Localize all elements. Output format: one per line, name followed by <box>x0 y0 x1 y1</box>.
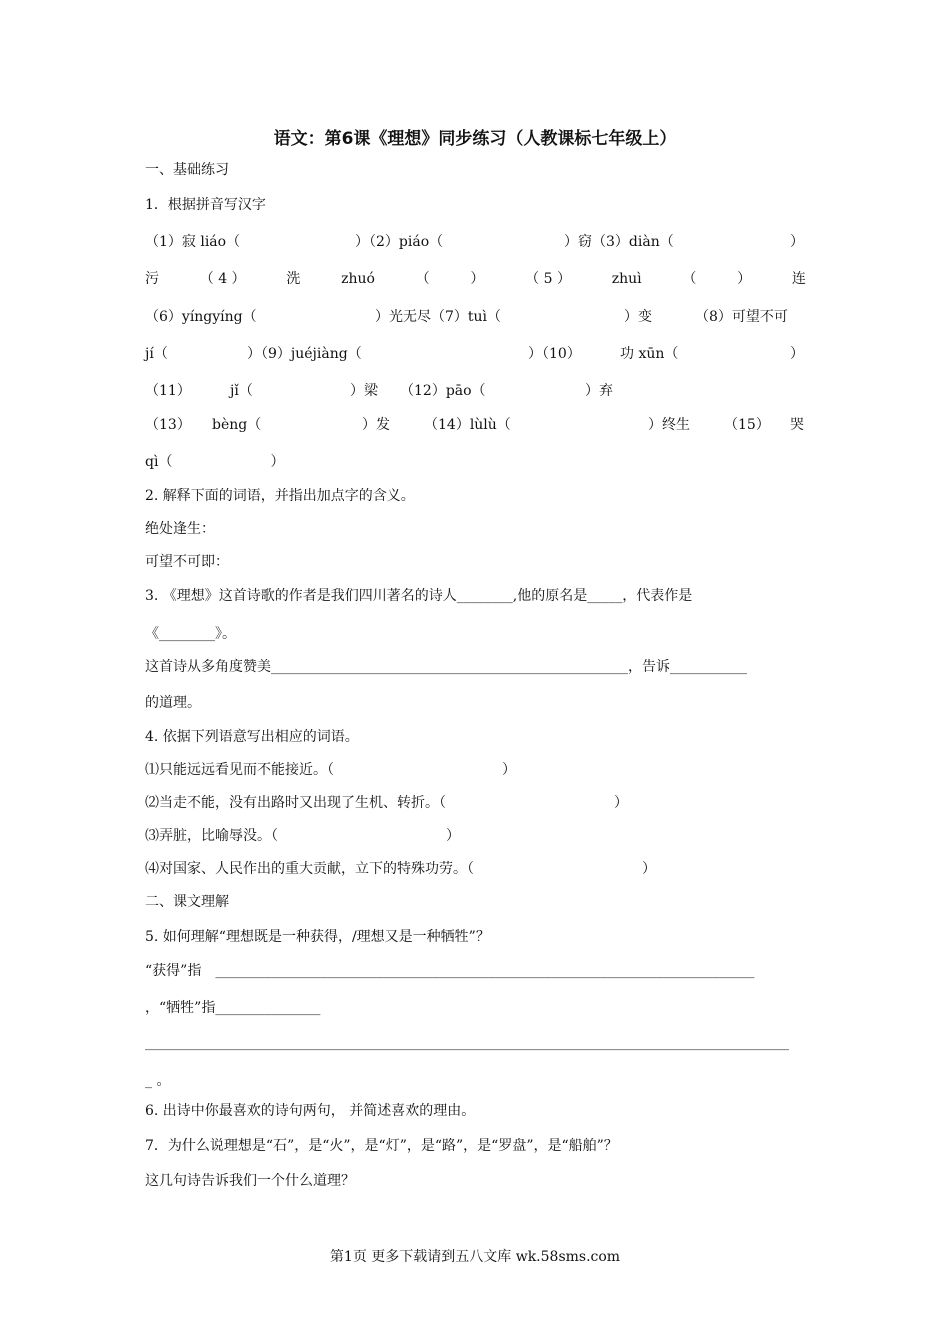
q1-row6-a: （13） <box>145 417 191 433</box>
q1-row3-d: （8）可望不可 <box>695 309 788 325</box>
q1-row6-e: ）终生 <box>648 417 690 433</box>
q1-row1-b: ）（2）piáo（ <box>355 234 444 250</box>
q1-row1-c: ）窃（3）diàn（ <box>564 234 674 250</box>
q1-row3-b: ）光无尽（7）tuì（ <box>375 309 502 325</box>
q1-row2-item: （ <box>682 271 697 287</box>
q3-line-1: 3. 《理想》这首诗歌的作者是我们四川著名的诗人________,他的原名是_____，代表作是 <box>145 588 693 604</box>
q2-item-1: 绝处逢生： <box>145 521 215 537</box>
q1-row4-d: 功 xūn（ <box>620 346 679 362</box>
q5-line-1: “获得”指 _____________________________________________________________________________ <box>145 963 755 979</box>
q7-line-1: 7．为什么说理想是“石”，是“火”，是“灯”，是“路”，是“罗盘”，是“船舶”？ <box>145 1138 618 1154</box>
q1-row5-c: ）梁 <box>350 383 378 399</box>
q5-line-2: ，“牺牲”指_______________ <box>145 1000 321 1016</box>
question-1-heading: 1．根据拼音写汉字 <box>145 197 266 213</box>
q1-row2-item: 洗 <box>286 271 301 287</box>
q1-row7: qì（ ） <box>145 454 285 470</box>
q3-line-3: 这首诗从多角度赞美___________________________________________________，告诉___________ <box>145 659 747 675</box>
q4-item-3: ⑶弄脏，比喻辱没。（ ） <box>145 828 460 844</box>
q1-row6-f: （15） <box>724 417 770 433</box>
q1-row4-e: ） <box>790 346 804 362</box>
q1-row6-c: ）发 <box>362 417 390 433</box>
section-text-comprehension: 二、课文理解 <box>145 894 229 910</box>
q1-row1-d: ） <box>790 234 804 250</box>
q2-item-2: 可望不可即： <box>145 554 229 570</box>
q4-item-1: ⑴只能远远看见而不能接近。（ ） <box>145 762 516 778</box>
question-5-heading: 5. 如何理解“理想既是一种获得，/理想又是一种牺牲”？ <box>145 929 490 945</box>
q1-row2-item: zhuó <box>341 271 375 287</box>
q1-row5-b: jǐ（ <box>230 383 253 399</box>
q1-row2-item: 连 <box>791 271 806 287</box>
q1-row2-item: （ 5 ） <box>525 271 571 287</box>
page-title: 语文：第6课《理想》同步练习（人教课标七年级上） <box>273 129 677 149</box>
q1-row2-item: ） <box>737 271 752 287</box>
q1-row4-a: jí（ <box>145 346 168 362</box>
q1-row4-c: ）（10） <box>528 346 581 362</box>
q1-row5-d: （12）pāo（ <box>400 383 486 399</box>
q5-line-3: ____________________________________________________________________________________________ <box>145 1035 789 1051</box>
q1-row5-a: （11） <box>145 383 191 399</box>
q1-row2-item: 污 <box>145 271 159 287</box>
q1-row3-c: ）变 <box>624 309 652 325</box>
q4-item-4: ⑷对国家、人民作出的重大贡献，立下的特殊功劳。（ ） <box>145 861 656 877</box>
q1-row4-b: ）（9）juéjiàng（ <box>247 346 362 362</box>
q7-line-2: 这几句诗告诉我们一个什么道理？ <box>145 1173 355 1189</box>
question-2-heading: 2. 解释下面的词语，并指出加点字的含义。 <box>145 488 415 504</box>
q1-row6-b: bèng（ <box>212 417 262 433</box>
q1-row2-item: （ 4 ） <box>199 271 246 287</box>
section-basic-practice: 一、基础练习 <box>145 162 229 178</box>
q1-row6-g: 哭 <box>790 417 804 433</box>
page-footer: 第1页 更多下载请到五八文库 wk.58sms.com <box>329 1249 621 1265</box>
q1-row2 <box>145 270 806 288</box>
q1-row2-item: （ <box>415 271 430 287</box>
question-6: 6. 出诗中你最喜欢的诗句两句， 并简述喜欢的理由。 <box>145 1103 476 1119</box>
q3-line-4: 的道理。 <box>145 695 201 711</box>
q1-row2-item: ） <box>470 271 485 287</box>
q1-row5-e: ）弃 <box>585 383 613 399</box>
q1-row6-d: （14）lùlù（ <box>424 417 511 433</box>
q3-line-2: 《________》。 <box>145 626 236 642</box>
q1-row1-a: （1）寂 liáo（ <box>145 234 241 250</box>
q5-line-4: _ 。 <box>145 1073 171 1089</box>
question-4-heading: 4. 依据下列语意写出相应的词语。 <box>145 729 359 745</box>
q1-row3-a: （6）yíngyíng（ <box>145 309 257 325</box>
q1-row2-item: zhuì <box>611 271 642 287</box>
q4-item-2: ⑵当走不能，没有出路时又出现了生机、转折。（ ） <box>145 795 628 811</box>
